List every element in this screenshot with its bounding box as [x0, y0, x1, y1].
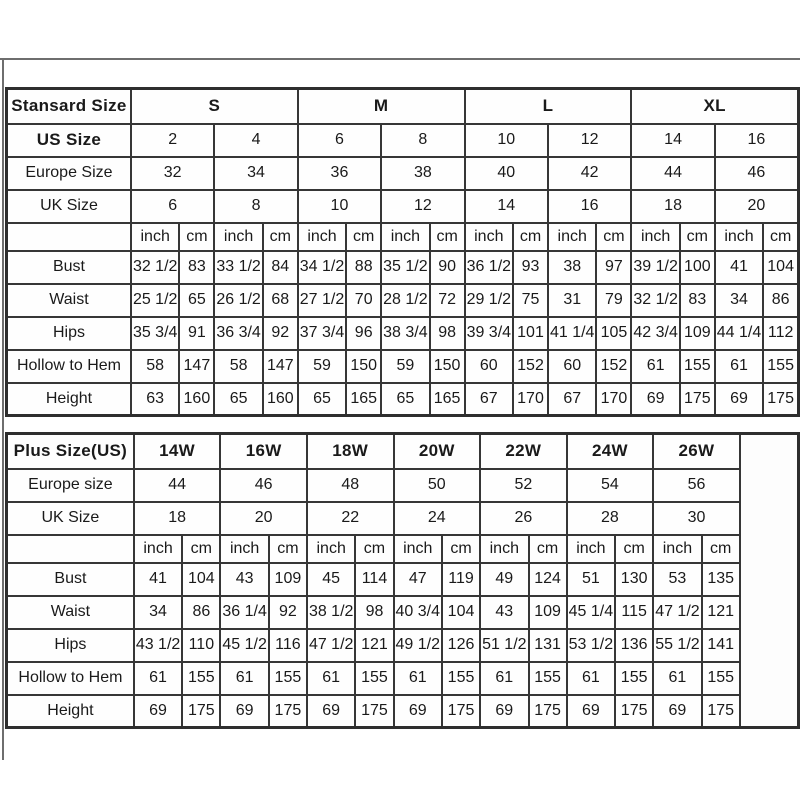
size-value-cell: 8	[381, 124, 464, 157]
size-value-cell: 20	[220, 502, 307, 535]
measure-value-cell: 155	[702, 662, 740, 695]
measure-value-cell: 60	[548, 350, 596, 383]
measure-value-cell: 110	[182, 629, 220, 662]
measure-value-cell: 25 1/2	[131, 284, 179, 317]
size-value-cell: 48	[307, 469, 394, 502]
plus-size-table	[5, 432, 800, 729]
measure-value-cell: 38 3/4	[381, 317, 429, 350]
measure-value-cell: 114	[355, 563, 393, 596]
size-group-cell: 22W	[480, 434, 567, 469]
measure-value-cell: 39 1/2	[631, 251, 679, 284]
size-value-cell: 18	[134, 502, 221, 535]
measure-value-cell: 47	[394, 563, 442, 596]
measure-value-cell: 175	[702, 695, 740, 728]
unit-cell: inch	[220, 535, 268, 563]
measure-value-cell: 121	[355, 629, 393, 662]
size-value-cell: 22	[307, 502, 394, 535]
unit-cell: inch	[567, 535, 615, 563]
unit-cell: inch	[134, 535, 182, 563]
size-value-cell: 28	[567, 502, 654, 535]
size-value-cell: 14	[465, 190, 548, 223]
measure-value-cell: 45	[307, 563, 355, 596]
row-label: Height	[7, 695, 134, 728]
measure-value-cell: 175	[529, 695, 567, 728]
measure-value-cell: 93	[513, 251, 548, 284]
unit-row-spacer	[7, 535, 134, 563]
measure-value-cell: 155	[355, 662, 393, 695]
measure-value-cell: 175	[680, 383, 715, 416]
measure-value-cell: 75	[513, 284, 548, 317]
measure-value-cell: 65	[381, 383, 429, 416]
measure-value-cell: 104	[442, 596, 480, 629]
measure-value-cell: 59	[381, 350, 429, 383]
measure-value-cell: 58	[131, 350, 179, 383]
unit-cell: cm	[182, 535, 220, 563]
measure-value-cell: 61	[653, 662, 701, 695]
measure-value-cell: 79	[596, 284, 631, 317]
row-label: Hips	[7, 629, 134, 662]
size-value-cell: 2	[131, 124, 214, 157]
measure-value-cell: 104	[182, 563, 220, 596]
measure-value-cell: 58	[214, 350, 262, 383]
size-value-cell: 36	[298, 157, 381, 190]
measure-value-cell: 97	[596, 251, 631, 284]
measure-value-cell: 90	[430, 251, 465, 284]
standard-size-table	[5, 87, 800, 417]
measure-value-cell: 38 1/2	[307, 596, 355, 629]
size-value-cell: 18	[631, 190, 714, 223]
size-value-cell: 42	[548, 157, 631, 190]
measure-value-cell: 61	[394, 662, 442, 695]
measure-value-cell: 41 1/4	[548, 317, 596, 350]
size-value-cell: 50	[394, 469, 481, 502]
measure-value-cell: 35 3/4	[131, 317, 179, 350]
size-value-cell: 52	[480, 469, 567, 502]
measure-value-cell: 88	[346, 251, 381, 284]
measure-value-cell: 165	[430, 383, 465, 416]
measure-value-cell: 51	[567, 563, 615, 596]
size-chart-table	[5, 432, 800, 729]
measure-value-cell: 147	[179, 350, 214, 383]
measure-value-cell: 69	[220, 695, 268, 728]
measure-value-cell: 109	[269, 563, 307, 596]
size-value-cell: 26	[480, 502, 567, 535]
measure-value-cell: 83	[680, 284, 715, 317]
size-group-cell: XL	[631, 89, 798, 124]
unit-cell: cm	[513, 223, 548, 251]
unit-cell: inch	[394, 535, 442, 563]
measure-value-cell: 53 1/2	[567, 629, 615, 662]
measure-value-cell: 135	[702, 563, 740, 596]
measure-value-cell: 61	[631, 350, 679, 383]
unit-cell: cm	[763, 223, 798, 251]
measure-value-cell: 86	[763, 284, 798, 317]
measure-value-cell: 69	[134, 695, 182, 728]
unit-cell: cm	[615, 535, 653, 563]
measure-value-cell: 175	[442, 695, 480, 728]
measure-value-cell: 43	[220, 563, 268, 596]
measure-value-cell: 116	[269, 629, 307, 662]
measure-value-cell: 170	[513, 383, 548, 416]
row-label: Waist	[7, 596, 134, 629]
measure-value-cell: 34 1/2	[298, 251, 346, 284]
measure-value-cell: 61	[567, 662, 615, 695]
measure-value-cell: 175	[269, 695, 307, 728]
measure-value-cell: 49 1/2	[394, 629, 442, 662]
measure-value-cell: 83	[179, 251, 214, 284]
measure-value-cell: 43 1/2	[134, 629, 182, 662]
size-group-cell: 20W	[394, 434, 481, 469]
measure-value-cell: 45 1/4	[567, 596, 615, 629]
measure-value-cell: 49	[480, 563, 528, 596]
measure-value-cell: 32 1/2	[131, 251, 179, 284]
measure-value-cell: 69	[480, 695, 528, 728]
size-group-cell: 18W	[307, 434, 394, 469]
measure-value-cell: 155	[269, 662, 307, 695]
measure-value-cell: 175	[615, 695, 653, 728]
unit-cell: cm	[529, 535, 567, 563]
measure-value-cell: 98	[355, 596, 393, 629]
measure-value-cell: 69	[631, 383, 679, 416]
measure-value-cell: 131	[529, 629, 567, 662]
outer-frame-top-border	[0, 58, 800, 60]
measure-value-cell: 170	[596, 383, 631, 416]
measure-value-cell: 44 1/4	[715, 317, 763, 350]
measure-value-cell: 69	[567, 695, 615, 728]
unit-cell: cm	[596, 223, 631, 251]
measure-value-cell: 27 1/2	[298, 284, 346, 317]
measure-value-cell: 39 3/4	[465, 317, 513, 350]
measure-value-cell: 69	[715, 383, 763, 416]
measure-value-cell: 141	[702, 629, 740, 662]
unit-cell: inch	[653, 535, 701, 563]
measure-value-cell: 152	[513, 350, 548, 383]
unit-row-spacer	[7, 223, 131, 251]
size-value-cell: 10	[298, 190, 381, 223]
measure-value-cell: 60	[465, 350, 513, 383]
measure-value-cell: 55 1/2	[653, 629, 701, 662]
measure-value-cell: 33 1/2	[214, 251, 262, 284]
size-value-cell: 8	[214, 190, 297, 223]
measure-value-cell: 124	[529, 563, 567, 596]
measure-value-cell: 47 1/2	[307, 629, 355, 662]
size-value-cell: 20	[715, 190, 799, 223]
size-value-cell: 6	[131, 190, 214, 223]
unit-cell: inch	[548, 223, 596, 251]
measure-value-cell: 91	[179, 317, 214, 350]
size-value-cell: 38	[381, 157, 464, 190]
size-group-cell: S	[131, 89, 298, 124]
size-value-cell: 16	[548, 190, 631, 223]
measure-value-cell: 34	[715, 284, 763, 317]
size-value-cell: 40	[465, 157, 548, 190]
measure-value-cell: 67	[465, 383, 513, 416]
unit-cell: cm	[680, 223, 715, 251]
unit-cell: inch	[480, 535, 528, 563]
measure-value-cell: 32 1/2	[631, 284, 679, 317]
measure-value-cell: 28 1/2	[381, 284, 429, 317]
unit-cell: inch	[381, 223, 429, 251]
measure-value-cell: 41	[134, 563, 182, 596]
measure-value-cell: 69	[394, 695, 442, 728]
row-label: US Size	[7, 124, 131, 157]
empty-column-cell	[740, 434, 799, 728]
measure-value-cell: 155	[529, 662, 567, 695]
size-group-cell: 16W	[220, 434, 307, 469]
measure-value-cell: 65	[179, 284, 214, 317]
measure-value-cell: 147	[263, 350, 298, 383]
size-value-cell: 16	[715, 124, 799, 157]
measure-value-cell: 150	[430, 350, 465, 383]
measure-value-cell: 150	[346, 350, 381, 383]
size-value-cell: 10	[465, 124, 548, 157]
measure-value-cell: 70	[346, 284, 381, 317]
size-group-cell: 24W	[567, 434, 654, 469]
size-value-cell: 56	[653, 469, 740, 502]
size-value-cell: 54	[567, 469, 654, 502]
measure-value-cell: 40 3/4	[394, 596, 442, 629]
size-group-cell: 14W	[134, 434, 221, 469]
measure-value-cell: 104	[763, 251, 798, 284]
size-value-cell: 14	[631, 124, 714, 157]
measure-value-cell: 29 1/2	[465, 284, 513, 317]
table-title: Stansard Size	[7, 89, 131, 124]
row-label: Bust	[7, 563, 134, 596]
measure-value-cell: 109	[529, 596, 567, 629]
row-label: Waist	[7, 284, 131, 317]
measure-value-cell: 175	[182, 695, 220, 728]
measure-value-cell: 35 1/2	[381, 251, 429, 284]
measure-value-cell: 105	[596, 317, 631, 350]
measure-value-cell: 36 1/4	[220, 596, 268, 629]
measure-value-cell: 47 1/2	[653, 596, 701, 629]
measure-value-cell: 92	[269, 596, 307, 629]
size-value-cell: 12	[548, 124, 631, 157]
unit-cell: cm	[346, 223, 381, 251]
measure-value-cell: 36 3/4	[214, 317, 262, 350]
size-value-cell: 4	[214, 124, 297, 157]
size-value-cell: 46	[715, 157, 799, 190]
row-label: Hips	[7, 317, 131, 350]
unit-cell: cm	[269, 535, 307, 563]
measure-value-cell: 53	[653, 563, 701, 596]
measure-value-cell: 98	[430, 317, 465, 350]
measure-value-cell: 65	[298, 383, 346, 416]
row-label: UK Size	[7, 502, 134, 535]
measure-value-cell: 72	[430, 284, 465, 317]
measure-value-cell: 152	[596, 350, 631, 383]
measure-value-cell: 130	[615, 563, 653, 596]
measure-value-cell: 100	[680, 251, 715, 284]
measure-value-cell: 160	[179, 383, 214, 416]
size-value-cell: 30	[653, 502, 740, 535]
measure-value-cell: 155	[680, 350, 715, 383]
measure-value-cell: 112	[763, 317, 798, 350]
measure-value-cell: 61	[307, 662, 355, 695]
unit-cell: cm	[179, 223, 214, 251]
measure-value-cell: 45 1/2	[220, 629, 268, 662]
size-group-cell: L	[465, 89, 632, 124]
outer-frame-left-border	[2, 58, 4, 760]
measure-value-cell: 34	[134, 596, 182, 629]
measure-value-cell: 36 1/2	[465, 251, 513, 284]
measure-value-cell: 119	[442, 563, 480, 596]
measure-value-cell: 96	[346, 317, 381, 350]
row-label: Hollow to Hem	[7, 350, 131, 383]
measure-value-cell: 61	[220, 662, 268, 695]
measure-value-cell: 61	[480, 662, 528, 695]
measure-value-cell: 86	[182, 596, 220, 629]
measure-value-cell: 165	[346, 383, 381, 416]
measure-value-cell: 31	[548, 284, 596, 317]
size-value-cell: 46	[220, 469, 307, 502]
measure-value-cell: 155	[182, 662, 220, 695]
measure-value-cell: 42 3/4	[631, 317, 679, 350]
size-value-cell: 44	[631, 157, 714, 190]
unit-cell: cm	[355, 535, 393, 563]
unit-cell: inch	[715, 223, 763, 251]
measure-value-cell: 84	[263, 251, 298, 284]
measure-value-cell: 155	[615, 662, 653, 695]
unit-cell: cm	[263, 223, 298, 251]
measure-value-cell: 92	[263, 317, 298, 350]
unit-cell: inch	[131, 223, 179, 251]
measure-value-cell: 155	[442, 662, 480, 695]
measure-value-cell: 175	[763, 383, 798, 416]
measure-value-cell: 67	[548, 383, 596, 416]
measure-value-cell: 51 1/2	[480, 629, 528, 662]
measure-value-cell: 69	[307, 695, 355, 728]
measure-value-cell: 61	[715, 350, 763, 383]
size-value-cell: 24	[394, 502, 481, 535]
measure-value-cell: 38	[548, 251, 596, 284]
unit-cell: cm	[430, 223, 465, 251]
measure-value-cell: 41	[715, 251, 763, 284]
unit-cell: cm	[702, 535, 740, 563]
row-label: Europe Size	[7, 157, 131, 190]
size-value-cell: 32	[131, 157, 214, 190]
measure-value-cell: 59	[298, 350, 346, 383]
unit-cell: inch	[465, 223, 513, 251]
measure-value-cell: 175	[355, 695, 393, 728]
size-group-cell: M	[298, 89, 465, 124]
measure-value-cell: 115	[615, 596, 653, 629]
size-group-cell: 26W	[653, 434, 740, 469]
row-label: Hollow to Hem	[7, 662, 134, 695]
size-value-cell: 6	[298, 124, 381, 157]
measure-value-cell: 69	[653, 695, 701, 728]
row-label: Europe size	[7, 469, 134, 502]
measure-value-cell: 61	[134, 662, 182, 695]
measure-value-cell: 101	[513, 317, 548, 350]
measure-value-cell: 155	[763, 350, 798, 383]
row-label: Height	[7, 383, 131, 416]
measure-value-cell: 136	[615, 629, 653, 662]
unit-cell: cm	[442, 535, 480, 563]
unit-cell: inch	[298, 223, 346, 251]
measure-value-cell: 68	[263, 284, 298, 317]
size-value-cell: 34	[214, 157, 297, 190]
measure-value-cell: 65	[214, 383, 262, 416]
measure-value-cell: 126	[442, 629, 480, 662]
unit-cell: inch	[307, 535, 355, 563]
size-value-cell: 12	[381, 190, 464, 223]
measure-value-cell: 26 1/2	[214, 284, 262, 317]
unit-cell: inch	[214, 223, 262, 251]
unit-cell: inch	[631, 223, 679, 251]
measure-value-cell: 43	[480, 596, 528, 629]
measure-value-cell: 160	[263, 383, 298, 416]
measure-value-cell: 37 3/4	[298, 317, 346, 350]
measure-value-cell: 63	[131, 383, 179, 416]
row-label: Bust	[7, 251, 131, 284]
measure-value-cell: 109	[680, 317, 715, 350]
measure-value-cell: 121	[702, 596, 740, 629]
row-label: UK Size	[7, 190, 131, 223]
size-value-cell: 44	[134, 469, 221, 502]
table-title: Plus Size(US)	[7, 434, 134, 469]
size-chart-table	[5, 87, 800, 417]
